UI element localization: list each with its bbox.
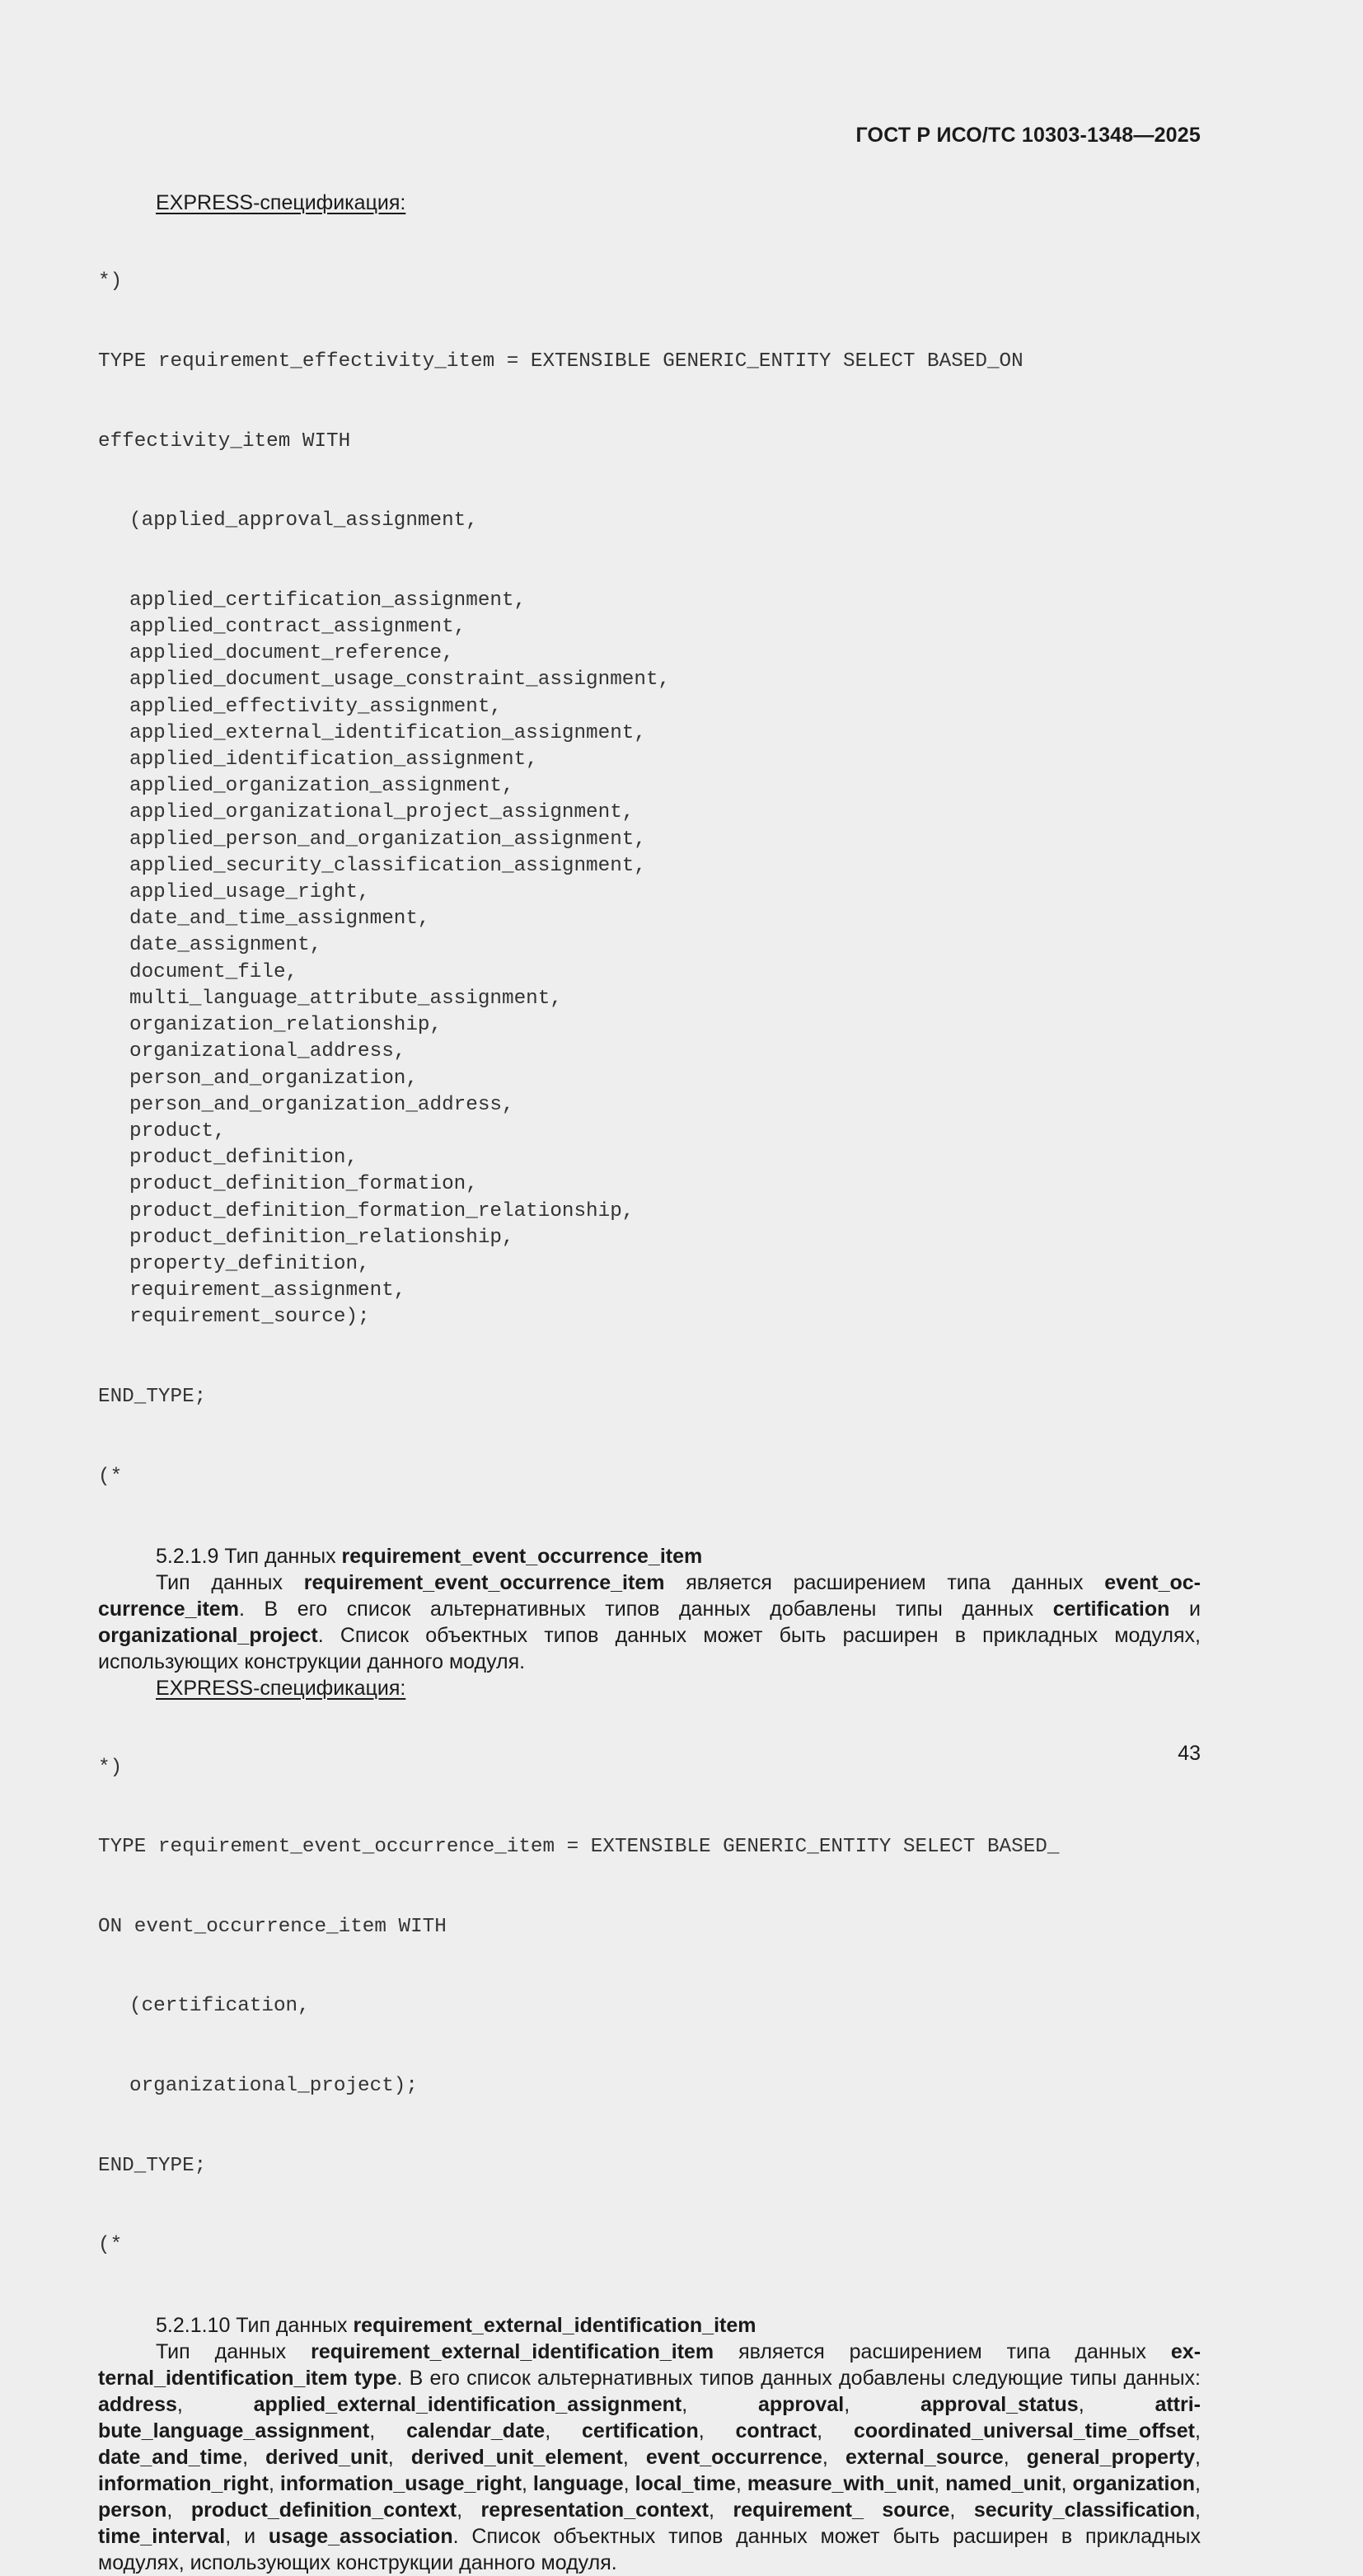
code-list-item: applied_certification_assignment, xyxy=(129,589,527,612)
data-type-name: approval_status xyxy=(920,2392,1079,2416)
data-type-name: calendar_date xyxy=(406,2419,546,2442)
code-decl-line: effectivity_item WITH xyxy=(98,429,351,453)
data-type-name: representation_context xyxy=(480,2498,709,2522)
data-type-name: address xyxy=(98,2392,177,2416)
data-type-name: approval xyxy=(757,2392,845,2416)
data-type-name: derived_unit xyxy=(265,2445,388,2469)
code-list-item: requirement_assignment, xyxy=(129,1279,406,1302)
data-type-name: named_unit xyxy=(945,2471,1061,2495)
data-type-name: requirement_ source xyxy=(733,2498,950,2522)
data-type-name: security_classification xyxy=(973,2498,1196,2522)
document-header: ГОСТ Р ИСО/ТС 10303-1348—2025 xyxy=(855,124,1201,147)
code-list-item: multi_language_attribute_assignment, xyxy=(129,987,562,1010)
data-type-name: time_interval xyxy=(98,2524,226,2548)
data-type-name: information_usage_right xyxy=(279,2471,522,2495)
code-list-item: date_and_time_assignment, xyxy=(129,908,430,931)
data-type-name: applied_external_identification_assignment xyxy=(253,2392,682,2416)
data-type-name: language xyxy=(532,2471,624,2495)
section-paragraph-52110: Тип данных requirement_external_identification_item является расширением типа данных external_identification_item type. В его список альтернативных типов данных добавлены следующие типы данных: address, applied_external_identification_assignment, approval, approval_status, attribute_language_assignment, calendar_date, certification, contract, coordinated_universal_time_offset, date_and_time, derived_unit, derived_unit_element, event_occurrence, external_source, general_property, information_right, information_usage_right, language, local_time, measure_with_unit, named_unit, organization, person, product_definition_context, representation_context, requirement_ source, security_classification, time_interval, и usage_association. Список объектных типов данных может быть расширен в прикладных модулях, использующих конструкции данного модуля. xyxy=(98,2339,1201,2574)
code-list-item: applied_document_reference, xyxy=(129,642,454,665)
code-decl-line: TYPE requirement_effectivity_item = EXTENSIBLE GENERIC_ENTITY SELECT BASED_ON xyxy=(98,350,1023,373)
code-list-item: product_definition, xyxy=(129,1147,358,1170)
code-list-item: organization_relationship, xyxy=(129,1014,443,1037)
data-type-name: measure_with_unit xyxy=(747,2471,934,2495)
express-code-1 xyxy=(98,216,1201,1543)
express-block-1 xyxy=(98,190,1201,2576)
data-type-name: date_and_time xyxy=(98,2445,243,2469)
code-list-item: applied_organizational_project_assignment, xyxy=(129,801,635,824)
data-type-name: person xyxy=(98,2498,167,2522)
data-type-name: attribute_language_assignment xyxy=(98,2392,1201,2442)
data-type-name: local_time xyxy=(635,2471,736,2495)
code-list-item: applied_external_identification_assignment, xyxy=(129,721,646,744)
code-list-item: applied_organization_assignment, xyxy=(129,775,514,798)
code-list-item: document_file, xyxy=(129,960,298,983)
data-type-name: organization xyxy=(1072,2471,1196,2495)
code-list-item: applied_usage_right, xyxy=(129,881,370,904)
code-list-item: applied_person_and_organization_assignment, xyxy=(129,828,646,851)
code-list-item: person_and_organization_address, xyxy=(129,1093,514,1116)
express-label: EXPRESS-спецификация: xyxy=(156,191,406,214)
code-list-item: product_definition_relationship, xyxy=(129,1226,514,1249)
code-first-item: (applied_approval_assignment, xyxy=(129,509,478,533)
code-decl-line: ON event_occurrence_item WITH xyxy=(98,1915,447,1938)
data-type-name: general_property xyxy=(1026,2445,1196,2469)
code-end: END_TYPE; xyxy=(98,1385,207,1408)
code-first-item: (certification, xyxy=(129,1995,310,2018)
code-list-item: product, xyxy=(129,1119,226,1143)
code-list-item: applied_document_usage_constraint_assignment, xyxy=(129,669,671,692)
section-paragraph-5219: Тип данных requirement_event_occurrence_item является расширением типа данных event_occurrence_item. В его список альтернативных типов данных добавлены типы данных certification и organizational_project. Список объектных типов данных может быть расширен в прикладных модулях, использующих конструкции данного модуля. xyxy=(98,1571,1201,1674)
code-list-item: person_and_organization, xyxy=(129,1067,418,1090)
code-close: (* xyxy=(98,1465,123,1488)
data-type-name: certification xyxy=(582,2419,699,2442)
data-type-name: information_right xyxy=(98,2471,269,2495)
code-open: *) xyxy=(98,270,123,293)
code-list-item: date_assignment, xyxy=(129,934,322,957)
express-label: EXPRESS-спецификация: xyxy=(156,1677,406,1701)
code-open: *) xyxy=(98,1756,123,1779)
data-type-name: contract xyxy=(735,2419,817,2442)
code-list-item: product_definition_formation_relationship, xyxy=(129,1199,635,1222)
data-type-name: event_occurrence xyxy=(645,2445,822,2469)
data-type-name: product_definition_context xyxy=(190,2498,457,2522)
code-list-item: requirement_source); xyxy=(129,1306,370,1329)
code-list-item: applied_contract_assignment, xyxy=(129,616,466,639)
code-decl-line: TYPE requirement_event_occurrence_item = EXTENSIBLE GENERIC_ENTITY SELECT BASED_ xyxy=(98,1836,1060,1859)
data-type-name: external_source xyxy=(845,2445,1004,2469)
section-heading-5219: 5.2.1.9 Тип данных requirement_event_occurrence_item xyxy=(156,1545,703,1569)
code-list-item: organizational_project); xyxy=(129,2075,418,2097)
code-list-item: product_definition_formation, xyxy=(129,1173,478,1196)
data-type-name: derived_unit_element xyxy=(410,2445,623,2469)
code-close: (* xyxy=(98,2234,123,2257)
section-heading-52110: 5.2.1.10 Тип данных requirement_external_identification_item xyxy=(156,2313,756,2337)
data-type-name: coordinated_universal_time_offset xyxy=(853,2419,1195,2442)
code-end: END_TYPE; xyxy=(98,2154,207,2177)
express-code-2 xyxy=(98,1701,1201,2312)
code-list-item: applied_security_classification_assignment, xyxy=(129,854,646,877)
code-list-item: applied_effectivity_assignment, xyxy=(129,695,502,718)
page-number: 43 xyxy=(1178,1742,1201,1765)
code-list-item: organizational_address, xyxy=(129,1040,406,1063)
code-list-item: applied_identification_assignment, xyxy=(129,748,538,772)
code-list-item: property_definition, xyxy=(129,1252,370,1275)
